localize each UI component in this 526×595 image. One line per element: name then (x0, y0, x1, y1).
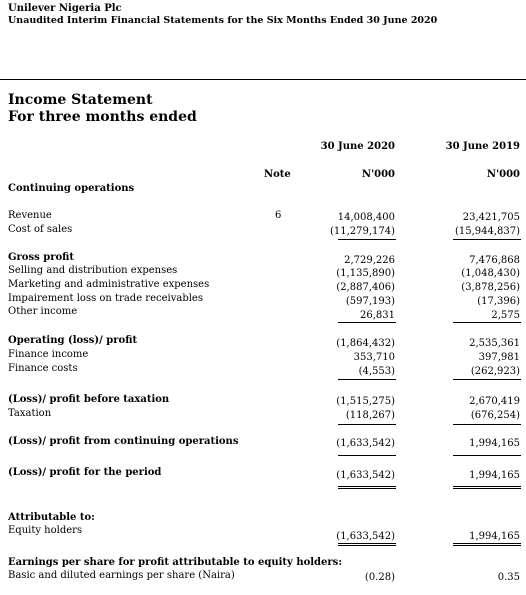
value-2019: 7,476,868 (469, 255, 520, 266)
value-2019: 1,994,165 (469, 470, 520, 481)
value-2019: 2,535,361 (469, 338, 520, 349)
subtotal-underline (338, 424, 396, 425)
value-2019: 1,994,165 (469, 438, 520, 449)
value-2019: (1,048,430) (461, 268, 520, 279)
subtotal-underline (453, 322, 521, 323)
total-double-underline (338, 486, 396, 489)
value-2019: 0.35 (497, 572, 520, 583)
value-2020: (2,887,406) (336, 282, 395, 293)
row-label: Finance income (8, 349, 89, 360)
row-label: Taxation (8, 408, 52, 419)
row-label: Selling and distribution expenses (8, 265, 178, 276)
subtotal-underline (338, 455, 396, 456)
value-2019: 397,981 (478, 352, 520, 363)
subtotal-underline (453, 239, 521, 240)
value-2020: 26,831 (360, 310, 395, 321)
row-label: Equity holders (8, 525, 83, 536)
value-2020: (597,193) (345, 296, 395, 307)
subtotal-underline (453, 424, 521, 425)
statement-period: For three months ended (8, 109, 197, 125)
currency-header-2020: N'000 (361, 169, 395, 180)
row-label: Operating (loss)/ profit (8, 335, 138, 346)
value-2019: 23,421,705 (462, 212, 520, 223)
company-name: Unilever Nigeria Plc (8, 3, 122, 14)
value-2019: (262,923) (470, 366, 520, 377)
row-label: Other income (8, 306, 78, 317)
total-double-underline (338, 543, 396, 546)
value-2020: (11,279,174) (329, 226, 395, 237)
value-2020: (1,515,275) (336, 396, 395, 407)
row-note: 6 (275, 210, 282, 221)
row-label: Gross profit (8, 252, 75, 263)
value-2019: (15,944,837) (454, 226, 520, 237)
value-2020: (1,864,432) (336, 338, 395, 349)
section-eps: Earnings per share for profit attributable to equity holders: (8, 557, 343, 568)
statement-title: Income Statement (8, 92, 153, 108)
row-label: Marketing and administrative expenses (8, 279, 210, 290)
value-2019: 2,670,419 (469, 396, 520, 407)
value-2019: 2,575 (491, 310, 520, 321)
subtotal-underline (453, 379, 521, 380)
total-double-underline (453, 486, 521, 489)
value-2020: (1,633,542) (336, 438, 395, 449)
subtotal-underline (453, 455, 521, 456)
value-2020: (4,553) (358, 366, 395, 377)
value-2019: (676,254) (470, 410, 520, 421)
value-2019: (17,396) (477, 296, 520, 307)
section-continuing-operations: Continuing operations (8, 183, 135, 194)
value-2019: 1,994,165 (469, 531, 520, 542)
row-label: Impairement loss on trade receivables (8, 293, 203, 304)
subtotal-underline (338, 379, 396, 380)
column-header-2020: 30 June 2020 (320, 141, 395, 152)
section-attributable: Attributable to: (8, 512, 95, 523)
row-label: Cost of sales (8, 224, 73, 235)
value-2020: (1,135,890) (336, 268, 395, 279)
column-header-2019: 30 June 2019 (445, 141, 520, 152)
row-label: (Loss)/ profit before taxation (8, 394, 170, 405)
subtotal-underline (338, 322, 396, 323)
header-divider (0, 79, 526, 80)
note-column-header: Note (264, 169, 291, 180)
row-label: Revenue (8, 210, 52, 221)
subtotal-underline (338, 239, 396, 240)
report-subtitle: Unaudited Interim Financial Statements for the Six Months Ended 30 June 2020 (8, 15, 438, 26)
row-label: Basic and diluted earnings per share (Naira) (8, 570, 235, 581)
value-2020: (1,633,542) (336, 531, 395, 542)
row-label: (Loss)/ profit for the period (8, 467, 162, 478)
value-2020: 353,710 (353, 352, 395, 363)
value-2020: (118,267) (345, 410, 395, 421)
value-2020: 14,008,400 (337, 212, 395, 223)
value-2019: (3,878,256) (461, 282, 520, 293)
value-2020: 2,729,226 (344, 255, 395, 266)
value-2020: (1,633,542) (336, 470, 395, 481)
row-label: (Loss)/ profit from continuing operations (8, 436, 239, 447)
currency-header-2019: N'000 (486, 169, 520, 180)
total-double-underline (453, 543, 521, 546)
row-label: Finance costs (8, 363, 78, 374)
value-2020: (0.28) (364, 572, 395, 583)
